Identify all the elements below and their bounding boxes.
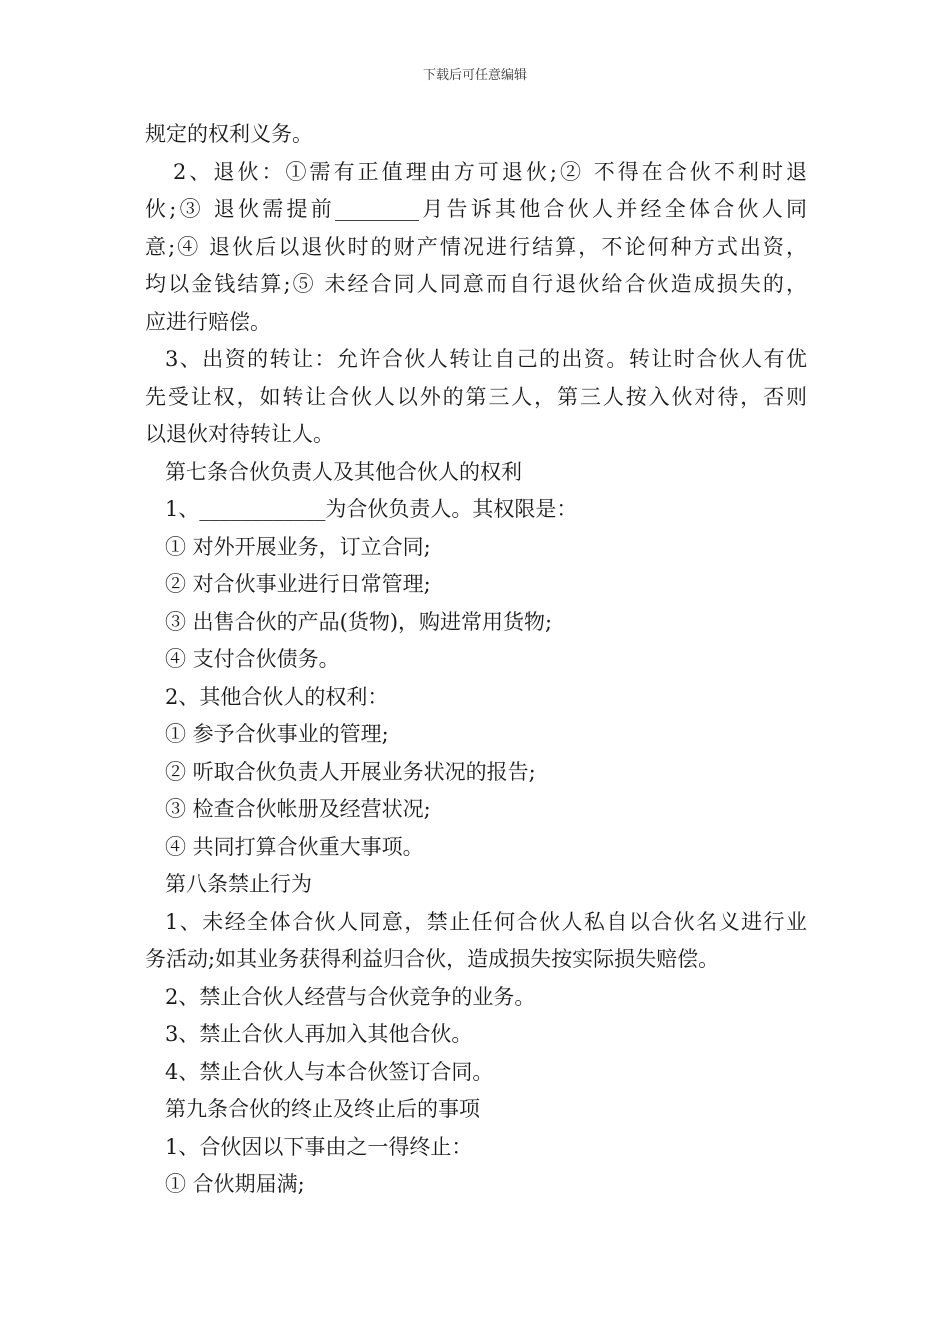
text-line: 2、其他合伙人的权利：: [165, 684, 389, 709]
text-line: ④ 共同打算合伙重大事项。: [165, 834, 424, 859]
text-line: ① 参予合伙事业的管理;: [165, 722, 389, 746]
text-line: 均以金钱结算;⑤ 未经合同人同意而自行退伙给合伙造成损失的，: [145, 272, 807, 296]
text-line: 1、____________为合伙负责人。其权限是：: [165, 497, 578, 521]
text-line: 1、未经全体合伙人同意，禁止任何合伙人私自以合伙名义进行业: [165, 909, 807, 934]
text-line: 2、退伙：①需有正值理由方可退伙;② 不得在合伙不利时退: [173, 159, 807, 184]
text-line: ④ 支付合伙债务。: [165, 647, 340, 671]
text-line: ② 听取合伙负责人开展业务状况的报告;: [165, 759, 536, 784]
text-line: 第八条禁止行为: [165, 872, 312, 896]
text-line: 3、禁止合伙人再加入其他合伙。: [165, 1022, 473, 1046]
text-line: ③ 检查合伙帐册及经营状况;: [165, 797, 431, 821]
text-line: ③ 出售合伙的产品(货物)，购进常用货物;: [165, 609, 553, 634]
text-line: 务活动;如其业务获得利益归合伙，造成损失按实际损失赔偿。: [145, 947, 720, 971]
text-line: 2、禁止合伙人经营与合伙竞争的业务。: [165, 984, 536, 1009]
text-line: 伙;③ 退伙需提前________月告诉其他合伙人并经全体合伙人同: [145, 197, 807, 221]
text-line: ② 对合伙事业进行日常管理;: [165, 572, 431, 596]
text-line: 先受让权，如转让合伙人以外的第三人，第三人按入伙对待，否则: [145, 384, 807, 409]
text-line: ① 对外开展业务，订立合同;: [165, 534, 431, 559]
text-line: 规定的权利义务。: [145, 122, 313, 146]
text-line: 3、出资的转让：允许合伙人转让自己的出资。转让时合伙人有优: [165, 347, 807, 371]
page-header: 下载后可任意编辑: [422, 68, 527, 83]
text-line: 第七条合伙负责人及其他合伙人的权利: [165, 459, 522, 484]
text-line: 以退伙对待转让人。: [145, 422, 334, 446]
text-line: ① 合伙期届满;: [165, 1172, 305, 1196]
text-line: 4、禁止合伙人与本合伙签订合同。: [165, 1059, 494, 1084]
text-line: 意;④ 退伙后以退伙时的财产情况进行结算，不论何种方式出资，: [145, 234, 807, 259]
text-line: 应进行赔偿。: [145, 309, 271, 334]
text-line: 1、合伙因以下事由之一得终止：: [165, 1134, 473, 1159]
document-body: [145, 116, 807, 1204]
text-line: 第九条合伙的终止及终止后的事项: [165, 1097, 480, 1121]
